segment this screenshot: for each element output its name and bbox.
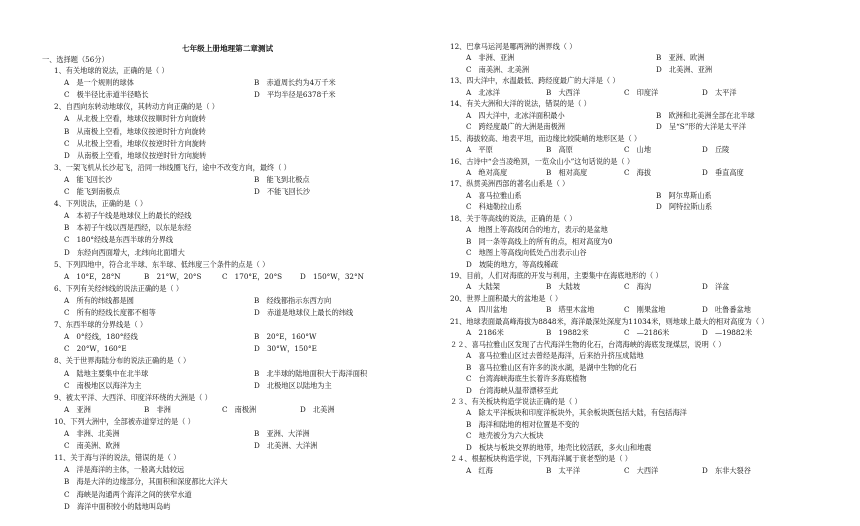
answer-option: A 地图上等高线闭合的地方，表示的是盆地	[466, 225, 608, 235]
section-heading: 一、选择题（56分）	[42, 55, 109, 64]
answer-option: C 170°E，20°S	[222, 271, 283, 281]
answer-option: D 赤道是地球仪上最长的纬线	[254, 308, 354, 317]
answer-option: C 20°W，160°E	[64, 344, 127, 354]
question-stem: 12、巴拿马运河是哪两洲的洲界线（ ）	[450, 42, 577, 51]
question-stem: 5、下列四地中，符合北半球、东半球、低纬度三个条件的点是（ ）	[54, 259, 270, 269]
answer-option: B 21°W，20°S	[144, 271, 202, 281]
question-stem: 7、东西半球的分界线是（ ）	[54, 320, 148, 330]
answer-option: C 南极洲	[222, 404, 257, 414]
answer-option: A 洋是海洋的主体，一般离大陆较远	[64, 465, 185, 475]
answer-option: B 同一条等高线上的所有的点，相对高度为0	[466, 236, 613, 246]
answer-option: C 从北极上空看，地球仪按逆时针方向旋转	[64, 138, 207, 148]
answer-option: D 平均半径是6378千米	[254, 90, 336, 100]
answer-option: C 大西洋	[624, 465, 659, 475]
answer-option: A 0°经线，180°经线	[64, 332, 138, 342]
answer-option: C 海峡是沟通两个海洋之间的狭窄水道	[64, 489, 192, 499]
answer-option: D 垂直高度	[702, 167, 744, 177]
answer-option: A 四川盆地	[466, 305, 508, 315]
answer-option: B 亚洲、大洋洲	[254, 429, 310, 438]
answer-option: C 海沟	[624, 282, 652, 292]
answer-option: A 亚洲	[64, 404, 91, 414]
question-stem: 13、四大洋中，水温最低、跨经度最广的大洋是（ ）	[450, 76, 620, 86]
answer-option: A 非洲、北美洲	[64, 429, 120, 438]
answer-option: D 东经向西面增大，北纬向北面增大	[64, 247, 185, 257]
answer-option: B 能飞到北极点	[254, 174, 310, 184]
answer-option: B 相对高度	[546, 167, 588, 177]
question-stem: 19、目前，人们对海底的开发与利用，主要集中在海底地形的（ ）	[450, 271, 663, 280]
answer-option: A 北冰洋	[466, 87, 500, 97]
answer-option: B 20°E，160°W	[254, 332, 317, 342]
answer-option: A 能飞回长沙	[64, 174, 113, 184]
answer-option: D 从南极上空看，地球仪按逆时针方向旋转	[64, 150, 207, 160]
answer-option: B 塔里木盆地	[546, 305, 595, 315]
answer-option: C 南极地区以海洋为主	[64, 380, 142, 390]
question-stem: 15、海拔较高、地表平坦，而边缘比较陡峭的地形区是（ ）	[450, 133, 642, 143]
answer-option: A 平原	[466, 145, 493, 155]
answer-option: D 阿特拉斯山系	[656, 202, 713, 212]
answer-option: D 东非大裂谷	[702, 465, 751, 475]
answer-option: C 180°经线是东西半球的分界线	[64, 235, 174, 245]
question-stem: 11、关于海与洋的说法，错误的是（ ）	[54, 453, 181, 463]
answer-option: A 本初子午线是地球仪上的最长的经线	[64, 211, 192, 221]
page-title: 七年级上册地理第二章测试	[182, 44, 274, 53]
question-stem: 17、纵贯美洲西部的著名山系是（ ）	[450, 179, 570, 189]
answer-option: A 是一个规则的球体	[64, 78, 134, 88]
answer-option: A 大陆架	[466, 282, 500, 292]
answer-option: D —19882米	[702, 328, 753, 338]
question-stem: 9、被太平洋、大西洋、印度洋环绕的大洲是（ ）	[54, 392, 212, 402]
answer-option: C 地图上等高线向低处凸出表示山谷	[466, 248, 587, 258]
answer-option: C 地壳被分为六大板块	[466, 431, 544, 441]
answer-option: D 太平洋	[702, 87, 737, 97]
answer-option: C 南美洲、欧洲	[64, 441, 120, 451]
answer-option: C 科迪勒拉山系	[466, 202, 522, 212]
question-stem: ２４、根据板块构造学说，下列海洋属于衰老型的是（ ）	[450, 454, 632, 464]
answer-option: D 北美洲、大洋洲	[254, 441, 318, 451]
answer-option: B 高原	[546, 145, 573, 155]
answer-option: C 跨经度最广的大洲是南极洲	[466, 122, 565, 132]
answer-option: C 所有的经线长度都不相等	[64, 308, 156, 317]
question-stem: 16、古诗中“会当凌绝顶，一览众山小”这句话说的是（ ）	[450, 156, 635, 166]
answer-option: D 板块与板块交界的地带，地壳比较活跃，多火山和地震	[466, 442, 652, 452]
question-stem: 21、地球表面最高峰海拔为8848米，海洋最深处深度为11034米，则地球上最大的相对高度为（ ）	[450, 316, 769, 326]
answer-option: A 陆地主要集中在北半球	[64, 368, 149, 378]
answer-option: A 所有的纬线都是圆	[64, 295, 134, 305]
answer-option: B 喜马拉雅山区有许多的淡水湖，是湖中生物的化石	[466, 362, 637, 372]
answer-option: C 海拔	[624, 167, 652, 177]
question-stem: 1、有关地球的说法，正确的是（ ）	[54, 66, 169, 75]
answer-option: B 19882米	[546, 328, 589, 338]
question-stem: 3、一架飞机从长沙起飞，沿同一纬线圈飞行，途中不改变方向，最终（ ）	[54, 162, 291, 172]
answer-option: B 亚洲、欧洲	[656, 53, 705, 63]
question-stem: 20、世界上面积最大的盆地是（ ）	[450, 293, 563, 303]
answer-option: C 山地	[624, 145, 652, 155]
answer-option: A 从北极上空看，地球仪按顺时针方向旋转	[64, 114, 206, 124]
answer-option: B 非洲	[144, 404, 171, 414]
answer-option: A 10°E，28°N	[64, 271, 121, 281]
question-stem: 18、关于等高线的说法，正确的是（ ）	[450, 213, 577, 223]
answer-option: D 海洋中面积较小的陆地叫岛屿	[64, 501, 171, 511]
answer-option: B 海洋和陆地的相对位置是不变的	[466, 419, 580, 429]
answer-option: A 2186米	[466, 328, 504, 338]
answer-option: D 呈“S”形的大洋是太平洋	[656, 122, 746, 132]
answer-option: B 本初子午线以西是西经，以东是东经	[64, 223, 192, 233]
answer-option: B 大西洋	[546, 87, 581, 97]
answer-option: A 红海	[466, 465, 493, 475]
answer-option: D 丘陵	[702, 145, 730, 155]
answer-option: C 南美洲、北美洲	[466, 64, 530, 74]
answer-option: B 欧洲和北美洲全部在北半球	[656, 110, 755, 120]
answer-option: B 海是大洋的边缘部分，其面积和深度都比大洋大	[64, 477, 228, 487]
answer-option: C 刚果盆地	[624, 305, 666, 315]
answer-option: B 经线都指示东西方向	[254, 295, 332, 305]
question-stem: 10、下列大洲中，全部被赤道穿过的是（ ）	[54, 416, 195, 426]
answer-option: D 北美洲、亚洲	[656, 64, 713, 74]
answer-option: A 喜马拉雅山区过去曾经是海洋，后来抬升挤压成陆地	[466, 351, 644, 361]
answer-option: C 印度洋	[624, 87, 659, 97]
question-stem: 8、关于世界海陆分布的说法正确的是（ ）	[54, 356, 191, 366]
answer-option: D 150°W，32°N	[300, 271, 364, 281]
question-stem: 6、下列有关经纬线的说法正确的是（ ）	[54, 283, 184, 293]
answer-option: A 喜马拉雅山系	[466, 190, 522, 200]
answer-option: C 极半径比赤道半径略长	[64, 90, 149, 100]
answer-option: D 不能飞回长沙	[254, 187, 311, 196]
question-stem: 2、自西向东转动地球仪，其转动方向正确的是（ ）	[54, 102, 219, 112]
answer-option: D 北美洲	[300, 404, 335, 414]
answer-option: C —2186米	[624, 328, 670, 338]
answer-option: D 吐鲁番盆地	[702, 305, 751, 315]
answer-option: C 能飞到南极点	[64, 187, 120, 196]
question-stem: 14、有关大洲和大洋的说法，错误的是（ ）	[450, 99, 591, 109]
answer-option: A 四大洋中，北冰洋面积最小	[466, 110, 565, 120]
question-stem: 4、下列说法，正确的是（ ）	[54, 199, 148, 209]
answer-option: B 太平洋	[546, 465, 581, 475]
answer-option: D 洋盆	[702, 282, 730, 292]
question-stem: ２３、有关板块构造学说法正确的是（ ）	[450, 396, 582, 406]
answer-option: A 绝对高度	[466, 167, 508, 177]
answer-option: D 北极地区以陆地为主	[254, 380, 332, 390]
answer-option: B 大陆坡	[546, 282, 581, 292]
answer-option: C 台湾海峡海底生长着许多海底植物	[466, 374, 587, 384]
answer-option: B 北半球的陆地面积大于海洋面积	[254, 368, 368, 378]
question-stem: ２２、喜马拉雅山区发现了古代海洋生物的化石，台湾海峡的海底发现煤层，说明（ ）	[450, 339, 726, 349]
answer-option: A 非洲、亚洲	[466, 53, 515, 63]
answer-option: D 坡陡的地方，等高线稀疏	[466, 259, 559, 269]
answer-option: B 从南极上空看，地球仪按逆时针方向旋转	[64, 126, 206, 136]
answer-option: A 除太平洋板块和印度洋板块外，其余板块既包括大陆，有包括海洋	[466, 408, 687, 418]
answer-option: B 赤道周长约为4万千米	[254, 78, 336, 88]
answer-option: D 30°W，150°E	[254, 344, 317, 354]
answer-option: B 阿尔卑斯山系	[656, 190, 712, 200]
answer-option: D 台湾海峡从温带漂移至此	[466, 385, 559, 395]
